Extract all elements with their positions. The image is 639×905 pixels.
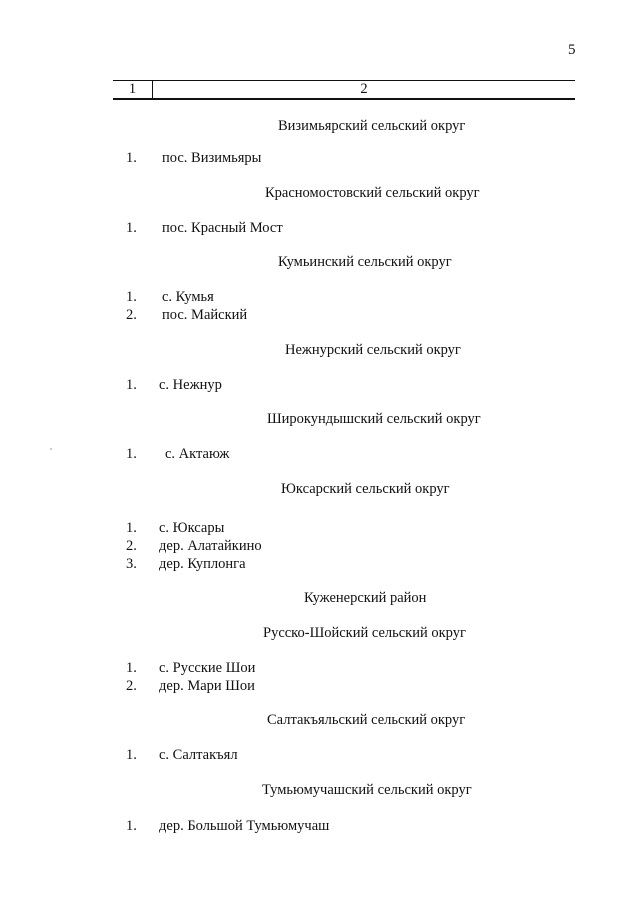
item-number: 1.	[126, 747, 137, 763]
section-title: Широкундышский сельский округ	[267, 411, 481, 427]
item-number: 1.	[126, 150, 137, 166]
section-title: Визимьярский сельский округ	[278, 118, 466, 134]
section-title: Красномостовский сельский округ	[265, 185, 480, 201]
section-title: Русско-Шойский сельский округ	[263, 625, 466, 641]
settlement-name: с. Русские Шои	[159, 660, 256, 676]
item-number: 2.	[126, 307, 137, 323]
column-1-label: 1	[128, 81, 137, 97]
item-number: 1.	[126, 446, 137, 462]
item-number: 2.	[126, 538, 137, 554]
section-title: Нежнурский сельский округ	[285, 342, 461, 358]
district-title: Куженерский район	[304, 590, 427, 606]
table-column-header	[113, 80, 575, 100]
section-title: Тумьюмучашский сельский округ	[262, 782, 472, 798]
page-number: 5	[568, 42, 576, 58]
item-number: 1.	[126, 818, 137, 834]
settlement-name: дер. Алатайкино	[159, 538, 262, 554]
settlement-name: дер. Большой Тумьюмучаш	[159, 818, 330, 834]
item-number: 1.	[126, 660, 137, 676]
item-number: 1.	[126, 520, 137, 536]
item-number: 3.	[126, 556, 137, 572]
settlement-name: пос. Красный Мост	[162, 220, 283, 236]
scan-speck	[50, 448, 52, 450]
settlement-name: дер. Куплонга	[159, 556, 246, 572]
settlement-name: с. Салтакъял	[159, 747, 238, 763]
settlement-name: с. Кумья	[162, 289, 214, 305]
settlement-name: с. Юксары	[159, 520, 225, 536]
settlement-name: с. Нежнур	[159, 377, 222, 393]
item-number: 2.	[126, 678, 137, 694]
settlement-name: пос. Визимьяры	[162, 150, 262, 166]
section-title: Салтакъяльский сельский округ	[267, 712, 466, 728]
section-title: Кумьинский сельский округ	[278, 254, 452, 270]
item-number: 1.	[126, 220, 137, 236]
settlement-name: пос. Майский	[162, 307, 248, 323]
item-number: 1.	[126, 289, 137, 305]
column-2-label: 2	[360, 81, 368, 97]
section-title: Юксарский сельский округ	[281, 481, 450, 497]
item-number: 1.	[126, 377, 137, 393]
settlement-name: с. Актаюж	[165, 446, 230, 462]
settlement-name: дер. Мари Шои	[159, 678, 255, 694]
